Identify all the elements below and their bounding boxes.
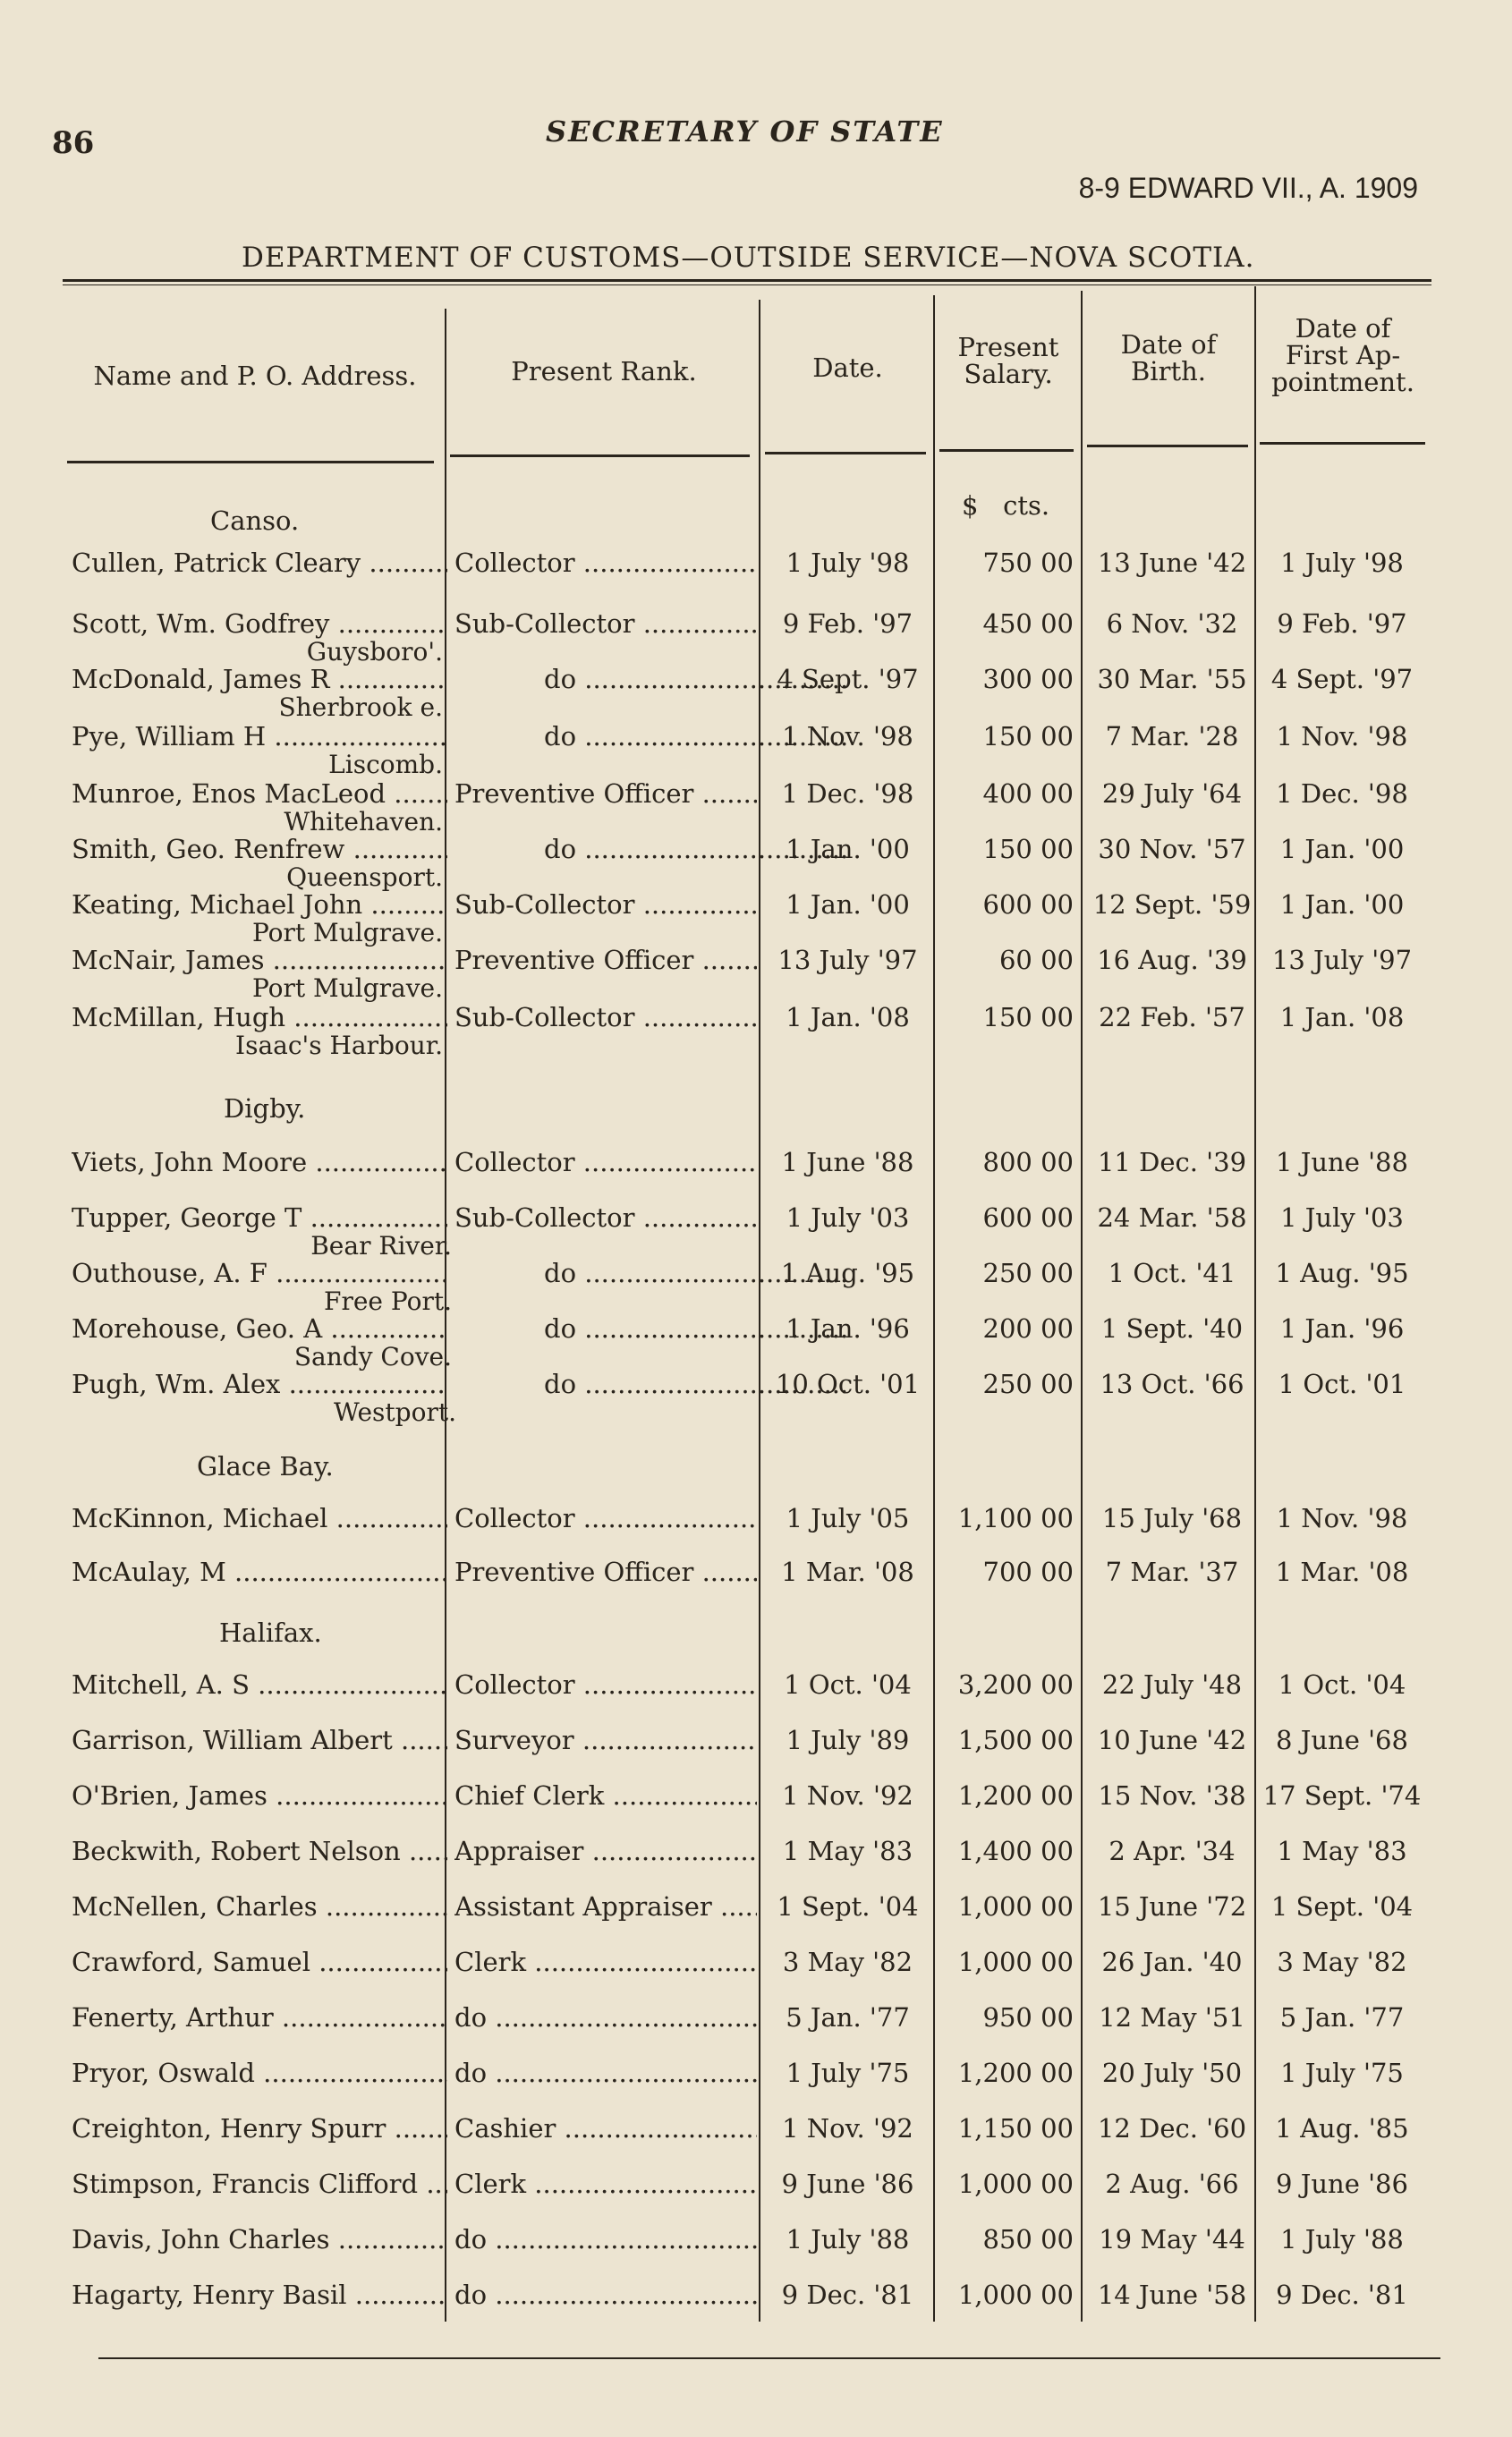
rank-cell: do ..... bbox=[454, 1369, 846, 1399]
column-header-rank: Present Rank. bbox=[511, 356, 697, 386]
first-appointment-cell: 1 Oct. '01 bbox=[1278, 1369, 1406, 1399]
column-header-first-line: First Ap- bbox=[1285, 340, 1401, 370]
location-label: Liscomb. bbox=[328, 750, 443, 779]
name-cell: Creighton, Henry Spurr ..... bbox=[72, 2113, 447, 2144]
rank-cell: do ..... bbox=[454, 664, 846, 694]
salary-cell: 150 00 bbox=[982, 834, 1074, 864]
salary-cell: 1,150 00 bbox=[957, 2113, 1074, 2144]
first-appointment-cell: 5 Jan. '77 bbox=[1279, 2002, 1405, 2033]
salary-cell: 1,200 00 bbox=[957, 1780, 1074, 1811]
name-cell: McNellen, Charles ..... bbox=[72, 1891, 447, 1922]
rank-cell: do ..... bbox=[454, 834, 846, 864]
birth-cell: 6 Nov. '32 bbox=[1106, 608, 1238, 639]
date-cell: 1 July '75 bbox=[786, 2058, 910, 2088]
salary-cell: 1,400 00 bbox=[957, 1836, 1074, 1866]
column-header-birth-line: Date of bbox=[1120, 329, 1217, 360]
name-cell: McAulay, M ..... bbox=[72, 1557, 447, 1587]
edition-line: 8-9 EDWARD VII., A. 1909 bbox=[1078, 172, 1418, 204]
rank-cell: Clerk ..... bbox=[454, 2169, 757, 2199]
date-cell: 1 July '88 bbox=[786, 2224, 910, 2254]
first-appointment-cell: 1 July '75 bbox=[1280, 2058, 1404, 2088]
rank-cell: Appraiser ..... bbox=[454, 1836, 757, 1866]
running-title: SECRETARY OF STATE bbox=[546, 115, 944, 149]
salary-cell: 3,200 00 bbox=[957, 1669, 1074, 1700]
birth-cell: 19 May '44 bbox=[1099, 2224, 1245, 2254]
table-row bbox=[0, 1669, 1512, 1705]
first-appointment-cell: 1 July '03 bbox=[1280, 1202, 1404, 1233]
first-appointment-cell: 1 June '88 bbox=[1276, 1147, 1408, 1177]
rank-cell: Sub-Collector ..... bbox=[454, 608, 757, 639]
location-label: Sandy Cove. bbox=[293, 1342, 452, 1371]
rank-cell: Preventive Officer ..... bbox=[454, 1557, 757, 1587]
date-cell: 9 Dec. '81 bbox=[781, 2280, 914, 2310]
salary-cell: 200 00 bbox=[982, 1313, 1074, 1344]
date-cell: 1 Sept. '04 bbox=[777, 1891, 919, 1922]
table-row bbox=[0, 2169, 1512, 2204]
first-appointment-cell: 1 Mar. '08 bbox=[1275, 1557, 1409, 1587]
rank-cell: Sub-Collector ..... bbox=[454, 1002, 757, 1032]
birth-cell: 20 July '50 bbox=[1101, 2058, 1243, 2088]
first-appointment-cell: 1 Jan. '08 bbox=[1279, 1002, 1405, 1032]
first-appointment-cell: 1 Nov. '98 bbox=[1276, 721, 1408, 751]
name-cell: Munroe, Enos MacLeod ..... bbox=[72, 778, 447, 809]
name-cell: Beckwith, Robert Nelson ..... bbox=[72, 1836, 447, 1866]
salary-cell: 60 00 bbox=[998, 945, 1074, 975]
date-cell: 10 Oct. '01 bbox=[775, 1369, 921, 1399]
rank-cell: Collector ..... bbox=[454, 1147, 757, 1177]
date-cell: 1 July '05 bbox=[786, 1503, 910, 1533]
date-cell: 1 Mar. '08 bbox=[781, 1557, 914, 1587]
first-appointment-cell: 1 May '83 bbox=[1277, 1836, 1407, 1866]
page-number: 86 bbox=[52, 125, 95, 161]
date-cell: 1 July '98 bbox=[786, 548, 910, 578]
date-cell: 1 July '03 bbox=[786, 1202, 910, 1233]
table-row bbox=[0, 1503, 1512, 1539]
column-header-first-line: pointment. bbox=[1271, 367, 1414, 397]
table-row bbox=[0, 548, 1512, 583]
location-label: Port Mulgrave. bbox=[251, 918, 443, 947]
bottom-rule bbox=[98, 2357, 1440, 2359]
section-heading-halifax: Halifax. bbox=[219, 1618, 322, 1648]
salary-cell: 1,100 00 bbox=[957, 1503, 1074, 1533]
column-header-birth-line: Birth. bbox=[1131, 356, 1206, 386]
table-row bbox=[0, 1147, 1512, 1183]
table-row bbox=[0, 1891, 1512, 1927]
table-row bbox=[0, 2224, 1512, 2260]
name-cell: McDonald, James R ..... bbox=[72, 664, 447, 694]
name-cell: Smith, Geo. Renfrew ..... bbox=[72, 834, 447, 864]
header-underline bbox=[1087, 445, 1248, 447]
birth-cell: 11 Dec. '39 bbox=[1097, 1147, 1247, 1177]
header-underline bbox=[765, 452, 926, 454]
table-row bbox=[0, 1557, 1512, 1592]
name-cell: Tupper, George T ..... bbox=[72, 1202, 447, 1233]
rank-cell: Collector ..... bbox=[454, 1669, 757, 1700]
birth-cell: 7 Mar. '37 bbox=[1105, 1557, 1239, 1587]
first-appointment-cell: 1 Nov. '98 bbox=[1276, 1503, 1408, 1533]
date-cell: 13 July '97 bbox=[777, 945, 918, 975]
rank-cell: do ..... bbox=[454, 1313, 846, 1344]
first-appointment-cell: 1 Jan. '00 bbox=[1279, 834, 1405, 864]
first-appointment-cell: 1 Oct. '04 bbox=[1278, 1669, 1406, 1700]
rank-cell: Surveyor ..... bbox=[454, 1725, 757, 1755]
salary-cell: 850 00 bbox=[982, 2224, 1074, 2254]
birth-cell: 22 Feb. '57 bbox=[1099, 1002, 1245, 1032]
salary-cell: 150 00 bbox=[982, 1002, 1074, 1032]
location-label: Isaac's Harbour. bbox=[235, 1031, 443, 1060]
name-cell: O'Brien, James ..... bbox=[72, 1780, 447, 1811]
name-cell: McKinnon, Michael ..... bbox=[72, 1503, 447, 1533]
birth-cell: 22 July '48 bbox=[1101, 1669, 1243, 1700]
birth-cell: 7 Mar. '28 bbox=[1105, 721, 1239, 751]
location-label: Whitehaven. bbox=[284, 807, 443, 836]
column-header-first-appointment bbox=[1258, 315, 1428, 395]
header-underline bbox=[67, 461, 434, 463]
header-underline bbox=[1260, 442, 1425, 445]
date-cell: 1 Jan. '96 bbox=[786, 1313, 910, 1344]
date-cell: 1 Nov. '92 bbox=[782, 2113, 913, 2144]
date-cell: 1 Nov. '98 bbox=[782, 721, 913, 751]
birth-cell: 1 Sept. '40 bbox=[1100, 1313, 1244, 1344]
birth-cell: 13 Oct. '66 bbox=[1100, 1369, 1244, 1399]
salary-cell: 400 00 bbox=[982, 778, 1074, 809]
location-label: Port Mulgrave. bbox=[251, 973, 443, 1003]
date-cell: 1 Jan. '08 bbox=[786, 1002, 910, 1032]
rank-cell: Sub-Collector ..... bbox=[454, 889, 757, 920]
rank-cell: Chief Clerk ..... bbox=[454, 1780, 757, 1811]
name-cell: Viets, John Moore ..... bbox=[72, 1147, 447, 1177]
birth-cell: 1 Oct. '41 bbox=[1108, 1258, 1236, 1288]
location-label: Guysboro'. bbox=[306, 637, 443, 667]
birth-cell: 29 July '64 bbox=[1101, 778, 1243, 809]
first-appointment-cell: 1 July '88 bbox=[1280, 2224, 1404, 2254]
rank-cell: do ..... bbox=[454, 721, 846, 751]
salary-cell: 600 00 bbox=[982, 1202, 1074, 1233]
column-header-salary bbox=[938, 334, 1079, 387]
rank-cell: Collector ..... bbox=[454, 548, 757, 578]
first-appointment-cell: 1 Sept. '04 bbox=[1270, 1891, 1414, 1922]
birth-cell: 24 Mar. '58 bbox=[1097, 1202, 1247, 1233]
birth-cell: 15 June '72 bbox=[1097, 1891, 1247, 1922]
date-cell: 1 June '88 bbox=[781, 1147, 914, 1177]
salary-cell: 1,000 00 bbox=[957, 1891, 1074, 1922]
name-cell: Pye, William H ..... bbox=[72, 721, 447, 751]
rank-cell: Assistant Appraiser ..... bbox=[454, 1891, 757, 1922]
date-cell: 5 Jan. '77 bbox=[786, 2002, 910, 2033]
date-cell: 1 Aug. '95 bbox=[780, 1258, 915, 1288]
first-appointment-cell: 4 Sept. '97 bbox=[1270, 664, 1414, 694]
section-heading-digby: Digby. bbox=[224, 1093, 306, 1124]
name-cell: Mitchell, A. S ..... bbox=[72, 1669, 447, 1700]
column-header-birth bbox=[1084, 331, 1253, 385]
salary-cell: 150 00 bbox=[982, 721, 1074, 751]
birth-cell: 2 Aug. '66 bbox=[1105, 2169, 1239, 2199]
birth-cell: 16 Aug. '39 bbox=[1097, 945, 1247, 975]
first-appointment-cell: 1 Aug. '95 bbox=[1275, 1258, 1409, 1288]
salary-cell: 1,000 00 bbox=[957, 1947, 1074, 1977]
first-appointment-cell: 1 Jan. '00 bbox=[1279, 889, 1405, 920]
date-cell: 1 Nov. '92 bbox=[782, 1780, 913, 1811]
rank-cell: Collector ..... bbox=[454, 1503, 757, 1533]
name-cell: Pugh, Wm. Alex ..... bbox=[72, 1369, 447, 1399]
table-row bbox=[0, 1725, 1512, 1761]
name-cell: Cullen, Patrick Cleary ..... bbox=[72, 548, 447, 578]
date-cell: 1 Jan. '00 bbox=[786, 834, 910, 864]
rank-cell: do ..... bbox=[454, 2280, 757, 2310]
name-cell: McMillan, Hugh ..... bbox=[72, 1002, 447, 1032]
name-cell: Scott, Wm. Godfrey ..... bbox=[72, 608, 447, 639]
first-appointment-cell: 17 Sept. '74 bbox=[1262, 1780, 1422, 1811]
salary-cell: 800 00 bbox=[982, 1147, 1074, 1177]
salary-cell: 250 00 bbox=[982, 1369, 1074, 1399]
rank-cell: Cashier ..... bbox=[454, 2113, 757, 2144]
rank-cell: Clerk ..... bbox=[454, 1947, 757, 1977]
birth-cell: 15 July '68 bbox=[1101, 1503, 1243, 1533]
section-heading-canso: Canso. bbox=[210, 505, 300, 536]
rank-cell: Preventive Officer ..... bbox=[454, 778, 757, 809]
name-cell: Morehouse, Geo. A ..... bbox=[72, 1313, 447, 1344]
salary-cell: 1,000 00 bbox=[957, 2169, 1074, 2199]
birth-cell: 12 Sept. '59 bbox=[1092, 889, 1252, 920]
location-label: Westport. bbox=[333, 1397, 456, 1427]
column-header-salary-line: Present bbox=[957, 332, 1059, 362]
salary-cell: 300 00 bbox=[982, 664, 1074, 694]
header-underline bbox=[450, 454, 750, 457]
date-cell: 9 June '86 bbox=[781, 2169, 914, 2199]
dollar-sign: $ bbox=[962, 490, 979, 521]
first-appointment-cell: 9 Feb. '97 bbox=[1277, 608, 1407, 639]
location-label: Sherbrook e. bbox=[278, 692, 443, 722]
table-row bbox=[0, 1947, 1512, 1983]
rank-cell: do ..... bbox=[454, 2002, 757, 2033]
first-appointment-cell: 1 July '98 bbox=[1280, 548, 1404, 578]
salary-cell: 1,200 00 bbox=[957, 2058, 1074, 2088]
section-heading-glace-bay: Glace Bay. bbox=[197, 1451, 334, 1482]
name-cell: Garrison, William Albert ..... bbox=[72, 1725, 447, 1755]
salary-cell: 1,500 00 bbox=[957, 1725, 1074, 1755]
first-appointment-cell: 8 June '68 bbox=[1276, 1725, 1408, 1755]
column-header-name: Name and P. O. Address. bbox=[93, 361, 417, 391]
rank-cell: do ..... bbox=[454, 2224, 757, 2254]
name-cell: Keating, Michael John ..... bbox=[72, 889, 447, 920]
table-title: DEPARTMENT OF CUSTOMS—OUTSIDE SERVICE—NOVA SCOTIA. bbox=[242, 242, 1255, 274]
date-cell: 1 Oct. '04 bbox=[784, 1669, 912, 1700]
rank-cell: do ..... bbox=[454, 1258, 846, 1288]
name-cell: Davis, John Charles ..... bbox=[72, 2224, 447, 2254]
salary-cell: 750 00 bbox=[982, 548, 1074, 578]
location-label: Free Port. bbox=[324, 1286, 452, 1316]
first-appointment-cell: 9 Dec. '81 bbox=[1276, 2280, 1408, 2310]
first-appointment-cell: 1 Jan. '96 bbox=[1279, 1313, 1405, 1344]
location-label: Bear River. bbox=[310, 1231, 452, 1261]
birth-cell: 15 Nov. '38 bbox=[1098, 1780, 1246, 1811]
date-cell: 1 July '89 bbox=[786, 1725, 910, 1755]
header-underline bbox=[939, 449, 1074, 452]
rank-cell: Sub-Collector ..... bbox=[454, 1202, 757, 1233]
salary-cell: 600 00 bbox=[982, 889, 1074, 920]
column-header-first-line: Date of bbox=[1295, 313, 1391, 344]
birth-cell: 13 June '42 bbox=[1097, 548, 1247, 578]
birth-cell: 26 Jan. '40 bbox=[1101, 1947, 1243, 1977]
first-appointment-cell: 9 June '86 bbox=[1276, 2169, 1408, 2199]
birth-cell: 30 Nov. '57 bbox=[1098, 834, 1246, 864]
name-cell: Stimpson, Francis Clifford ..... bbox=[72, 2169, 447, 2199]
date-cell: 1 May '83 bbox=[782, 1836, 913, 1866]
table-row bbox=[0, 1836, 1512, 1872]
top-rule bbox=[63, 279, 1431, 282]
date-cell: 9 Feb. '97 bbox=[782, 608, 913, 639]
first-appointment-cell: 3 May '82 bbox=[1277, 1947, 1407, 1977]
name-cell: Hagarty, Henry Basil ..... bbox=[72, 2280, 447, 2310]
salary-cell: 250 00 bbox=[982, 1258, 1074, 1288]
rank-cell: do ..... bbox=[454, 2058, 757, 2088]
name-cell: Crawford, Samuel ..... bbox=[72, 1947, 447, 1977]
birth-cell: 14 June '58 bbox=[1097, 2280, 1247, 2310]
date-cell: 4 Sept. '97 bbox=[777, 664, 919, 694]
birth-cell: 10 June '42 bbox=[1097, 1725, 1247, 1755]
table-row bbox=[0, 2113, 1512, 2149]
date-cell: 1 Dec. '98 bbox=[781, 778, 914, 809]
salary-cell: 450 00 bbox=[982, 608, 1074, 639]
first-appointment-cell: 1 Dec. '98 bbox=[1276, 778, 1408, 809]
rank-cell: Preventive Officer ..... bbox=[454, 945, 757, 975]
birth-cell: 12 May '51 bbox=[1099, 2002, 1245, 2033]
table-row bbox=[0, 2280, 1512, 2315]
table-row bbox=[0, 2002, 1512, 2038]
first-appointment-cell: 13 July '97 bbox=[1271, 945, 1413, 975]
salary-cell: 950 00 bbox=[982, 2002, 1074, 2033]
cents-label: cts. bbox=[1003, 490, 1050, 521]
salary-cell: 1,000 00 bbox=[957, 2280, 1074, 2310]
name-cell: Pryor, Oswald ..... bbox=[72, 2058, 447, 2088]
name-cell: Outhouse, A. F ..... bbox=[72, 1258, 447, 1288]
currency-header bbox=[962, 490, 1049, 521]
name-cell: McNair, James ..... bbox=[72, 945, 447, 975]
birth-cell: 2 Apr. '34 bbox=[1109, 1836, 1236, 1866]
column-header-salary-line: Salary. bbox=[964, 359, 1053, 389]
top-rule-second bbox=[63, 284, 1431, 285]
table-row bbox=[0, 1780, 1512, 1816]
column-header-date: Date. bbox=[812, 352, 883, 383]
first-appointment-cell: 1 Aug. '85 bbox=[1275, 2113, 1409, 2144]
table-row bbox=[0, 2058, 1512, 2093]
date-cell: 1 Jan. '00 bbox=[786, 889, 910, 920]
birth-cell: 30 Mar. '55 bbox=[1097, 664, 1247, 694]
date-cell: 3 May '82 bbox=[782, 1947, 913, 1977]
salary-cell: 700 00 bbox=[982, 1557, 1074, 1587]
name-cell: Fenerty, Arthur ..... bbox=[72, 2002, 447, 2033]
location-label: Queensport. bbox=[286, 862, 443, 892]
birth-cell: 12 Dec. '60 bbox=[1097, 2113, 1247, 2144]
